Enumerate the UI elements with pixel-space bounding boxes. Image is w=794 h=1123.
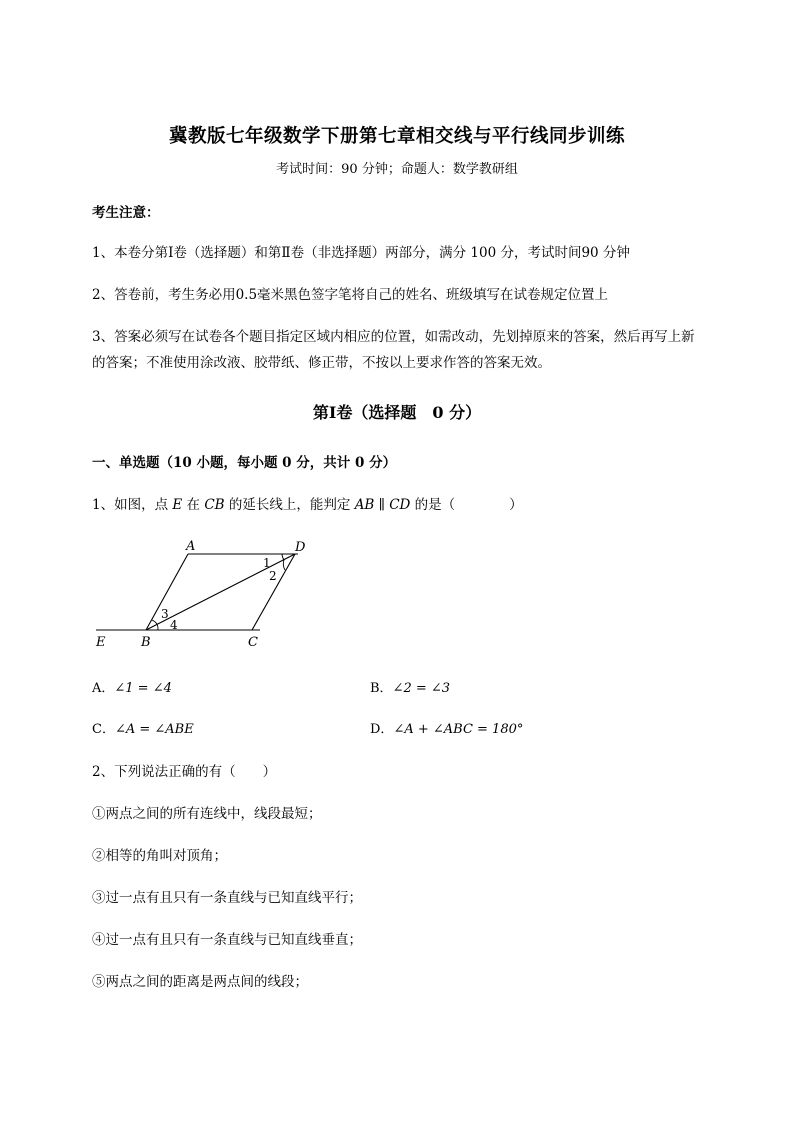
angle-label-4: 4 [170, 618, 178, 632]
option-b-letter: B． [370, 681, 393, 696]
q1-mid2: 的延长线上，能判定 [224, 497, 355, 513]
exam-info: 考试时间：90 分钟；命题人：数学教研组 [276, 162, 518, 177]
angle-arc-4 [157, 624, 158, 630]
q1-option-c[interactable] [92, 718, 194, 737]
notice-item-1: 1、本卷分第Ⅰ卷（选择题）和第Ⅱ卷（非选择题）两部分，满分 100 分，考试时间90 分钟 [92, 245, 630, 261]
angle-label-2: 2 [269, 569, 277, 583]
q2-statement-4: ④过一点有且只有一条直线与已知直线垂直； [92, 932, 362, 948]
q1-line-ab: AB [354, 497, 375, 513]
q1-line-cd: CD [389, 497, 411, 513]
option-d-letter: D． [370, 722, 394, 737]
label-c: C [248, 635, 258, 650]
q1-parallel-sign: ∥ [374, 497, 390, 513]
question-1-stem [92, 493, 523, 513]
option-a-text: ∠1 = ∠4 [114, 681, 172, 696]
label-d: D [295, 540, 306, 555]
q1-prefix: 1、如图，点 [92, 497, 173, 513]
notice-item-3-line-1: 3、答案必须写在试卷各个题目指定区域内相应的位置，如需改动，先划掉原来的答案，然后再写上新 [92, 329, 695, 345]
option-c-letter: C． [92, 722, 115, 737]
label-e: E [96, 635, 106, 650]
q1-suffix: 的是（ ） [410, 497, 523, 513]
notice-heading: 考生注意： [92, 205, 160, 221]
q1-point-e: E [172, 497, 183, 513]
angle-label-1: 1 [263, 556, 271, 570]
q1-option-d[interactable] [370, 718, 523, 737]
label-b: B [141, 635, 151, 650]
option-c-text: ∠A = ∠ABE [114, 722, 194, 737]
label-a: A [186, 539, 196, 554]
angle-arc-1 [282, 554, 284, 560]
q1-geometry-figure [88, 532, 306, 656]
page-title: 冀教版七年级数学下册第七章相交线与平行线同步训练 [168, 126, 625, 147]
q1-mid1: 在 [182, 497, 205, 513]
notice-item-3-line-2: 的答案；不准使用涂改液、胶带纸、修正带，不按以上要求作答的答案无效。 [92, 355, 551, 371]
q2-statement-3: ③过一点有且只有一条直线与已知直线平行； [92, 890, 362, 906]
question-2-stem: 2、下列说法正确的有（ ） [92, 764, 277, 780]
q2-statement-1: ①两点之间的所有连线中，线段最短； [92, 806, 322, 822]
angle-arc-3 [152, 620, 157, 624]
notice-item-2: 2、答卷前，考生务必用0.5毫米黑色签字笔将自己的姓名、班级填写在试卷规定位置上 [92, 287, 609, 303]
option-b-text: ∠2 = ∠3 [392, 681, 451, 696]
q2-statement-2: ②相等的角叫对顶角； [92, 848, 227, 864]
q1-option-a[interactable] [92, 677, 172, 696]
q2-statement-5: ⑤两点之间的距离是两点间的线段； [92, 974, 308, 990]
section-title: 第Ⅰ卷（选择题 0 分） [312, 403, 482, 422]
option-a-letter: A． [92, 681, 115, 696]
angle-label-3: 3 [161, 607, 169, 621]
option-d-text: ∠A + ∠ABC = 180° [393, 722, 524, 737]
part-heading: 一、单选题（10 小题，每小题 0 分，共计 0 分） [92, 455, 397, 471]
q1-option-b[interactable] [370, 677, 450, 696]
q1-segment-cb: CB [204, 497, 225, 513]
